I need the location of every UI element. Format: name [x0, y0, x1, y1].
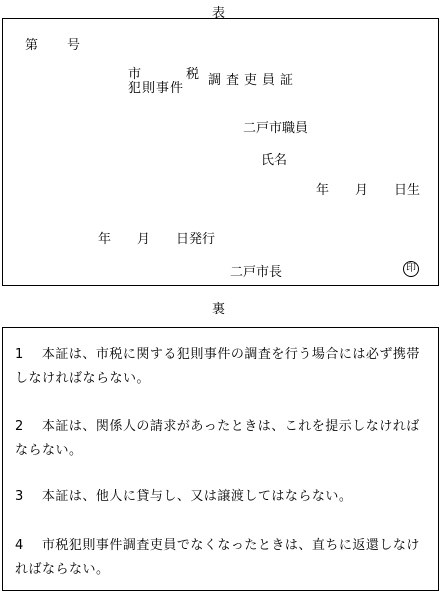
notice-item-2-text: 本証は、関係人の請求があったときは、これを提示しなければならない。: [15, 419, 420, 458]
notice-item-3-number: 3: [15, 489, 24, 504]
front-card: [2, 18, 439, 286]
notice-item-1: [15, 343, 430, 391]
notice-item-4-text: 市税犯則事件調査吏員でなくなったときは、直ちに返還しなければならない。: [15, 538, 420, 577]
birth-date: 年 月 日生: [315, 183, 420, 198]
notice-item-3-text: 本証は、他人に貸与し、又は譲渡してはならない。: [41, 489, 353, 504]
issue-date: 年 月 日発行: [98, 232, 216, 247]
title-bottom: 犯則事件: [128, 81, 185, 96]
number-label: 第 号: [25, 38, 82, 53]
back-card: [2, 327, 439, 591]
notice-item-3: [15, 485, 430, 509]
title-top-left: 市: [128, 67, 142, 82]
issuer: 二戸市長: [230, 265, 283, 280]
notice-item-1-number: 1: [15, 347, 24, 362]
notice-item-2: [15, 415, 430, 463]
affiliation: 二戸市職員: [243, 121, 309, 136]
notice-item-1-text: 本証は、市税に関する犯則事件の調査を行う場合には必ず携帯しなければならない。: [15, 347, 420, 386]
notice-item-4-number: 4: [15, 538, 24, 553]
notice-item-4: [15, 534, 430, 582]
notice-item-2-number: 2: [15, 419, 24, 434]
back-heading: 裏: [212, 302, 226, 317]
seal-mark: 印: [403, 261, 419, 277]
title-suffix: 調査吏員証: [208, 73, 299, 88]
front-heading: 表: [212, 6, 226, 21]
name-label: 氏名: [261, 153, 288, 168]
title-top-right: 税: [186, 67, 200, 82]
